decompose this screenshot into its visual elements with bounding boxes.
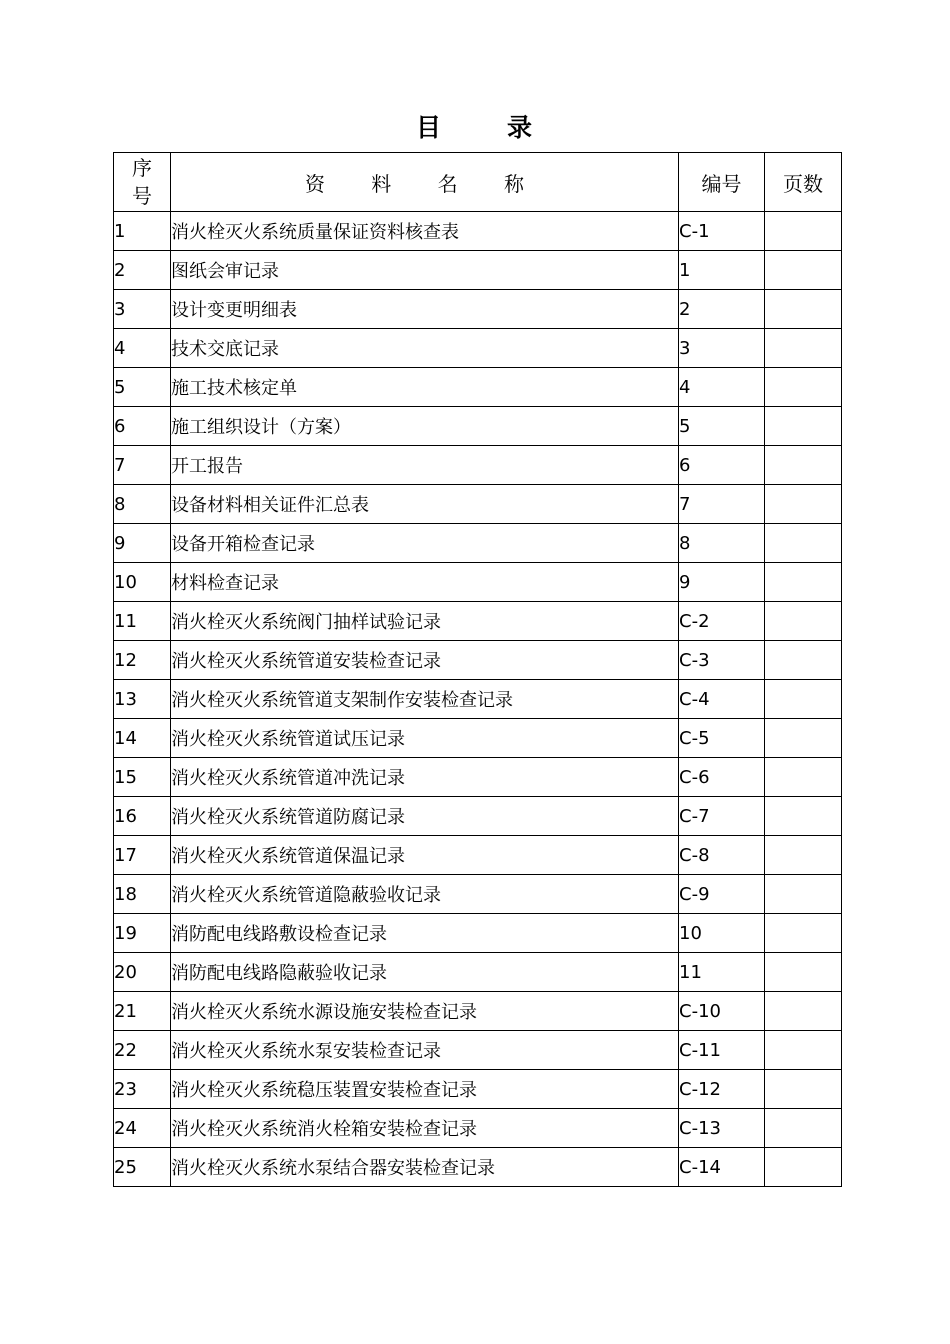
row-number: 10	[114, 563, 171, 602]
table-row	[114, 329, 842, 368]
row-code: C-12	[679, 1070, 765, 1109]
row-pages	[765, 602, 842, 641]
row-number: 23	[114, 1070, 171, 1109]
row-pages	[765, 1109, 842, 1148]
row-code: C-8	[679, 836, 765, 875]
page-title	[0, 108, 950, 144]
row-code: 10	[679, 914, 765, 953]
row-code: 9	[679, 563, 765, 602]
table-row	[114, 563, 842, 602]
table-row	[114, 836, 842, 875]
table-row	[114, 1109, 842, 1148]
row-code: C-4	[679, 680, 765, 719]
row-name: 消火栓灭火系统消火栓箱安装检查记录	[171, 1109, 679, 1148]
row-name: 消火栓灭火系统管道冲洗记录	[171, 758, 679, 797]
contents-table	[113, 152, 842, 1187]
row-name: 消火栓灭火系统管道试压记录	[171, 719, 679, 758]
table-row	[114, 758, 842, 797]
row-name: 技术交底记录	[171, 329, 679, 368]
row-name: 消火栓灭火系统水泵结合器安装检查记录	[171, 1148, 679, 1187]
row-number: 2	[114, 251, 171, 290]
row-code: C-2	[679, 602, 765, 641]
table-row	[114, 485, 842, 524]
table-row	[114, 368, 842, 407]
row-number: 22	[114, 1031, 171, 1070]
table-row	[114, 1070, 842, 1109]
row-code: C-11	[679, 1031, 765, 1070]
header-pages: 页数	[765, 153, 842, 212]
row-pages	[765, 875, 842, 914]
row-name: 消防配电线路隐蔽验收记录	[171, 953, 679, 992]
table-row	[114, 602, 842, 641]
row-number: 11	[114, 602, 171, 641]
row-name: 消火栓灭火系统管道隐蔽验收记录	[171, 875, 679, 914]
row-name: 施工技术核定单	[171, 368, 679, 407]
row-number: 6	[114, 407, 171, 446]
row-pages	[765, 251, 842, 290]
header-code: 编号	[679, 153, 765, 212]
header-name: 资 料 名 称	[171, 153, 679, 212]
table-row	[114, 212, 842, 251]
table-row	[114, 992, 842, 1031]
row-name: 施工组织设计（方案）	[171, 407, 679, 446]
row-pages	[765, 992, 842, 1031]
row-name: 消火栓灭火系统稳压装置安装检查记录	[171, 1070, 679, 1109]
row-pages	[765, 446, 842, 485]
table-row	[114, 875, 842, 914]
table-row	[114, 1031, 842, 1070]
row-number: 4	[114, 329, 171, 368]
row-pages	[765, 212, 842, 251]
row-code: C-14	[679, 1148, 765, 1187]
row-code: C-3	[679, 641, 765, 680]
table-row	[114, 524, 842, 563]
row-number: 17	[114, 836, 171, 875]
row-pages	[765, 1148, 842, 1187]
table-row	[114, 914, 842, 953]
row-number: 12	[114, 641, 171, 680]
title-char-left: 目	[415, 113, 443, 142]
row-name: 消火栓灭火系统质量保证资料核查表	[171, 212, 679, 251]
row-code: C-13	[679, 1109, 765, 1148]
header-seq: 序 号	[114, 153, 171, 212]
row-name: 消火栓灭火系统管道安装检查记录	[171, 641, 679, 680]
row-code: 3	[679, 329, 765, 368]
table-row	[114, 953, 842, 992]
row-name: 消防配电线路敷设检查记录	[171, 914, 679, 953]
row-name: 消火栓灭火系统管道保温记录	[171, 836, 679, 875]
row-pages	[765, 914, 842, 953]
row-number: 16	[114, 797, 171, 836]
row-name: 材料检查记录	[171, 563, 679, 602]
row-name: 设备材料相关证件汇总表	[171, 485, 679, 524]
row-code: 6	[679, 446, 765, 485]
row-number: 9	[114, 524, 171, 563]
row-number: 3	[114, 290, 171, 329]
row-name: 消火栓灭火系统管道防腐记录	[171, 797, 679, 836]
row-number: 24	[114, 1109, 171, 1148]
table-row	[114, 797, 842, 836]
title-char-right: 录	[507, 113, 535, 142]
row-code: 1	[679, 251, 765, 290]
row-pages	[765, 836, 842, 875]
row-number: 18	[114, 875, 171, 914]
table-row	[114, 680, 842, 719]
row-name: 设备开箱检查记录	[171, 524, 679, 563]
row-code: 11	[679, 953, 765, 992]
table-row	[114, 641, 842, 680]
row-pages	[765, 641, 842, 680]
row-code: 8	[679, 524, 765, 563]
row-number: 7	[114, 446, 171, 485]
row-pages	[765, 1070, 842, 1109]
row-code: 5	[679, 407, 765, 446]
table-row	[114, 1148, 842, 1187]
row-name: 开工报告	[171, 446, 679, 485]
row-pages	[765, 953, 842, 992]
row-code: C-10	[679, 992, 765, 1031]
row-name: 消火栓灭火系统管道支架制作安装检查记录	[171, 680, 679, 719]
row-pages	[765, 329, 842, 368]
row-name: 设计变更明细表	[171, 290, 679, 329]
row-name: 消火栓灭火系统水泵安装检查记录	[171, 1031, 679, 1070]
row-code: 7	[679, 485, 765, 524]
table-body	[114, 212, 842, 1187]
row-pages	[765, 290, 842, 329]
row-pages	[765, 758, 842, 797]
row-pages	[765, 407, 842, 446]
row-code: C-7	[679, 797, 765, 836]
row-number: 20	[114, 953, 171, 992]
row-code: 4	[679, 368, 765, 407]
row-pages	[765, 719, 842, 758]
table-row	[114, 251, 842, 290]
row-number: 13	[114, 680, 171, 719]
row-pages	[765, 680, 842, 719]
row-number: 15	[114, 758, 171, 797]
row-number: 25	[114, 1148, 171, 1187]
row-pages	[765, 797, 842, 836]
header-row	[114, 153, 842, 212]
table-row	[114, 446, 842, 485]
row-code: C-5	[679, 719, 765, 758]
row-pages	[765, 563, 842, 602]
table-row	[114, 290, 842, 329]
row-pages	[765, 485, 842, 524]
row-name: 图纸会审记录	[171, 251, 679, 290]
row-pages	[765, 368, 842, 407]
row-code: C-1	[679, 212, 765, 251]
table-row	[114, 719, 842, 758]
row-number: 8	[114, 485, 171, 524]
row-code: C-9	[679, 875, 765, 914]
row-number: 14	[114, 719, 171, 758]
row-code: C-6	[679, 758, 765, 797]
row-pages	[765, 524, 842, 563]
table-row	[114, 407, 842, 446]
row-number: 1	[114, 212, 171, 251]
row-number: 19	[114, 914, 171, 953]
row-name: 消火栓灭火系统阀门抽样试验记录	[171, 602, 679, 641]
row-name: 消火栓灭火系统水源设施安装检查记录	[171, 992, 679, 1031]
row-pages	[765, 1031, 842, 1070]
row-number: 5	[114, 368, 171, 407]
row-number: 21	[114, 992, 171, 1031]
row-code: 2	[679, 290, 765, 329]
